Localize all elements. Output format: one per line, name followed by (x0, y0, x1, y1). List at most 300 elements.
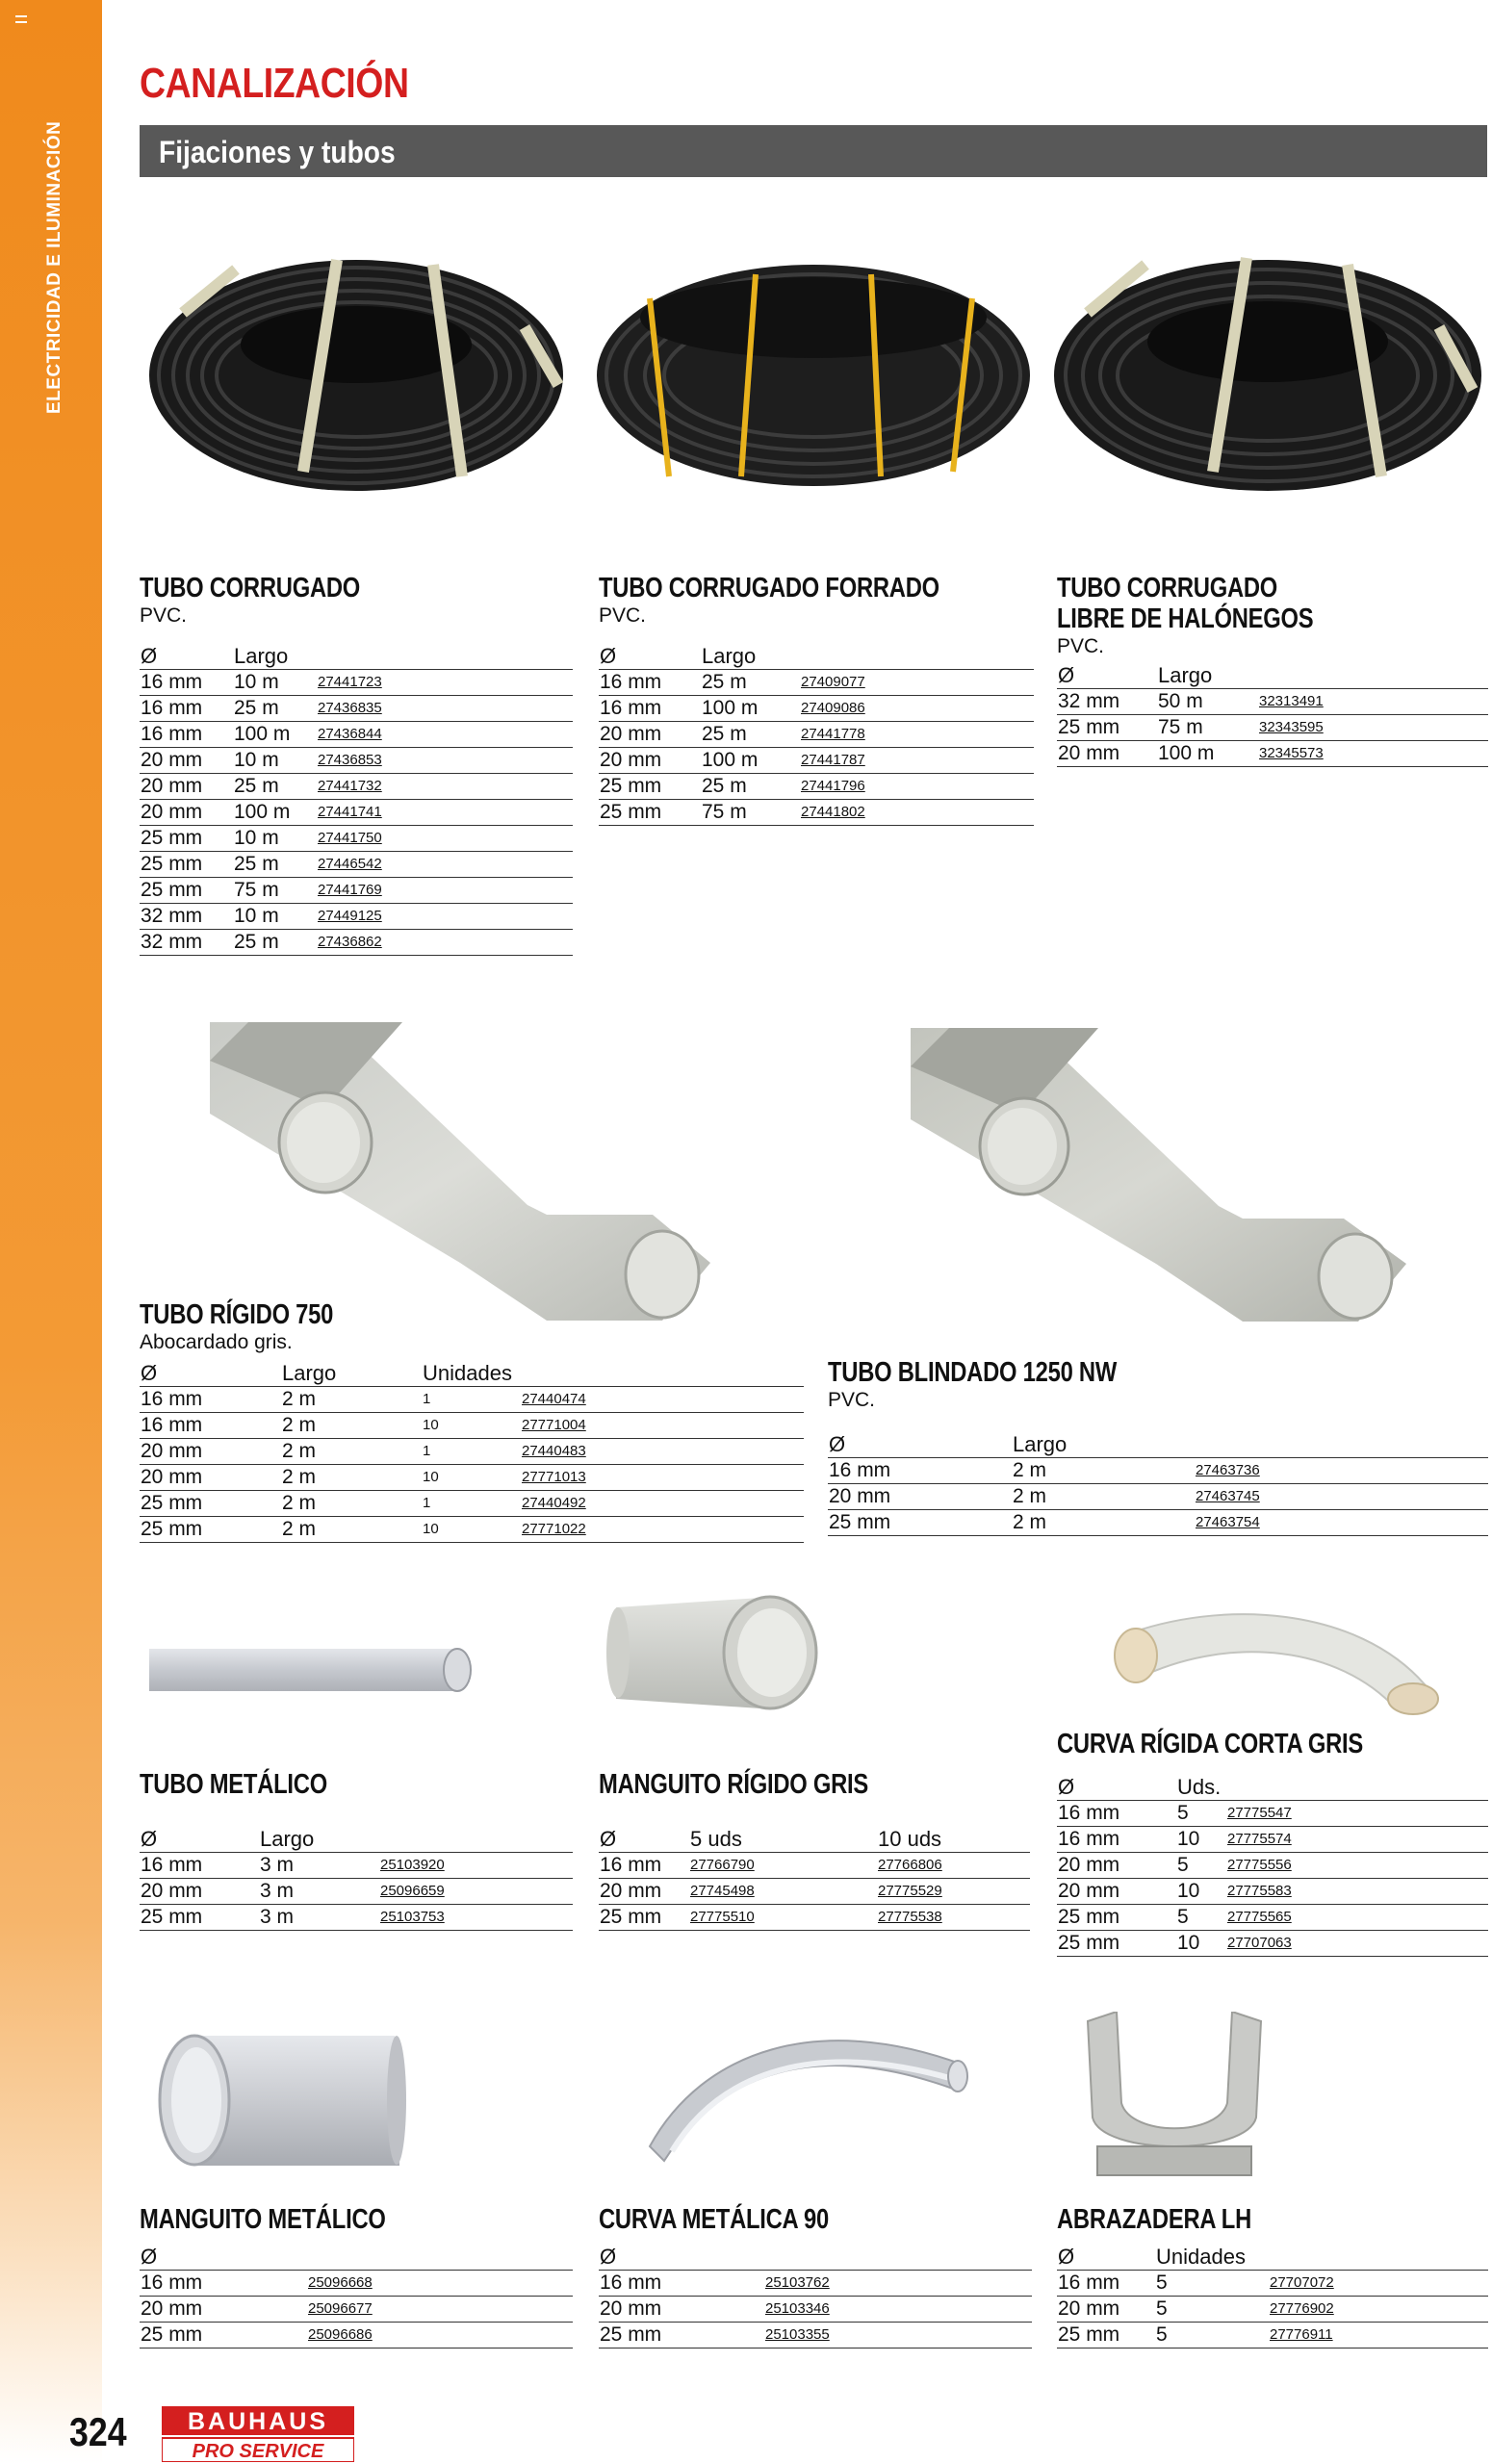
product-tubo-blindado (828, 1357, 1488, 1536)
col-10uds: 10 uds (878, 1823, 1030, 1852)
col-ref (801, 640, 1034, 669)
halogen-free-coil-image (1049, 231, 1487, 496)
ref-code-10-cell: 27775529 (878, 1878, 1030, 1904)
product-curva-rigida (1057, 1729, 1488, 1957)
product-subtitle: Abocardado gris. (140, 1331, 293, 1353)
table-row (1057, 714, 1488, 740)
table-row (1057, 1800, 1488, 1826)
diameter-cell: 25 mm (140, 1490, 282, 1516)
ref-code-cell: 27446542 (318, 851, 573, 877)
length-cell: 10 m (234, 903, 318, 929)
col-diameter: Ø (140, 1823, 260, 1852)
diameter-cell: 16 mm (1057, 2270, 1156, 2296)
lined-corrugated-coil-image (592, 231, 1035, 496)
spec-table (1057, 1771, 1488, 1957)
product-title: TUBO METÁLICO (140, 1769, 327, 1800)
diameter-cell: 25 mm (599, 773, 702, 799)
diameter-cell: 16 mm (140, 2270, 308, 2296)
product-title-line2: LIBRE DE HALÓNEGOS (1057, 603, 1314, 634)
table-row (140, 1412, 804, 1438)
ref-code-cell: 27771013 (522, 1464, 804, 1490)
diameter-cell: 32 mm (140, 929, 234, 955)
table-header-row (140, 1357, 804, 1386)
armored-tube-image (911, 1028, 1421, 1322)
diameter-cell: 16 mm (140, 669, 234, 695)
spec-table (599, 2241, 1032, 2348)
ref-code-cell: 25096659 (380, 1878, 573, 1904)
metal-sleeve-image (154, 2031, 419, 2170)
ref-code-cell: 27775556 (1227, 1852, 1488, 1878)
product-tubo-libre-halogenos (1057, 573, 1488, 767)
col-diameter: Ø (599, 640, 702, 669)
ref-code-cell: 27441732 (318, 773, 573, 799)
units-cell: 10 (423, 1464, 522, 1490)
col-diameter: Ø (1057, 2241, 1156, 2270)
col-largo: Largo (1013, 1428, 1196, 1457)
table-row (140, 1490, 804, 1516)
product-title-line1: TUBO CORRUGADO (1057, 573, 1278, 603)
ref-code-cell: 27775565 (1227, 1904, 1488, 1930)
col-ref (1259, 659, 1488, 688)
spec-table (1057, 659, 1488, 767)
ref-code-cell: 25096668 (308, 2270, 573, 2296)
table-row (1057, 2322, 1488, 2348)
ref-code-cell: 27441741 (318, 799, 573, 825)
col-diameter: Ø (599, 1823, 690, 1852)
ref-code-cell: 27441787 (801, 747, 1034, 773)
table-row (140, 2296, 573, 2322)
table-row (599, 747, 1034, 773)
table-row (140, 1464, 804, 1490)
sidebar-band (0, 0, 102, 2464)
diameter-cell: 20 mm (140, 1438, 282, 1464)
length-cell: 2 m (282, 1386, 423, 1412)
col-ref (1270, 2241, 1488, 2270)
table-header-row (1057, 659, 1488, 688)
diameter-cell: 25 mm (140, 825, 234, 851)
ref-code-cell: 27775574 (1227, 1826, 1488, 1852)
units-cell: 10 (1177, 1878, 1227, 1904)
length-cell: 100 m (702, 695, 801, 721)
diameter-cell: 20 mm (599, 2296, 765, 2322)
length-cell: 3 m (260, 1904, 380, 1930)
table-row (599, 721, 1034, 747)
table-row (140, 929, 573, 955)
ref-code-cell: 27775583 (1227, 1878, 1488, 1904)
col-largo: Largo (234, 640, 318, 669)
diameter-cell: 25 mm (599, 1904, 690, 1930)
col-largo: Largo (282, 1357, 423, 1386)
diameter-cell: 20 mm (599, 721, 702, 747)
section-header-bar (140, 125, 1487, 177)
units-cell: 5 (1177, 1852, 1227, 1878)
col-ref (1196, 1428, 1488, 1457)
diameter-cell: 25 mm (1057, 2322, 1156, 2348)
product-title: TUBO CORRUGADO (140, 573, 361, 603)
length-cell: 100 m (234, 721, 318, 747)
diameter-cell: 16 mm (1057, 1826, 1177, 1852)
length-cell: 2 m (282, 1464, 423, 1490)
length-cell: 2 m (1013, 1483, 1196, 1509)
table-row (140, 747, 573, 773)
spec-table (599, 640, 1034, 826)
table-row (828, 1457, 1488, 1483)
ref-code-cell: 25103346 (765, 2296, 1032, 2322)
length-cell: 75 m (234, 877, 318, 903)
ref-code-cell: 27441723 (318, 669, 573, 695)
col-diameter: Ø (1057, 1771, 1177, 1800)
table-row (1057, 1852, 1488, 1878)
spec-table (140, 640, 573, 956)
diameter-cell: 25 mm (140, 1516, 282, 1542)
length-cell: 50 m (1158, 688, 1259, 714)
ref-code-cell: 27707063 (1227, 1930, 1488, 1956)
diameter-cell: 16 mm (140, 721, 234, 747)
diameter-cell: 25 mm (1057, 714, 1158, 740)
col-diameter: Ø (828, 1428, 1013, 1457)
ref-code-cell: 25096677 (308, 2296, 573, 2322)
diameter-cell: 20 mm (828, 1483, 1013, 1509)
ref-code-cell: 27776902 (1270, 2296, 1488, 2322)
metal-curve-image (626, 2012, 991, 2166)
col-ref (765, 2241, 1032, 2270)
table-row (140, 1516, 804, 1542)
product-tubo-rigido (140, 1299, 804, 1543)
ref-code-cell: 27440474 (522, 1386, 804, 1412)
diameter-cell: 16 mm (140, 1852, 260, 1878)
table-header-row (599, 1823, 1030, 1852)
col-ref (1227, 1771, 1488, 1800)
ref-code-cell: 32313491 (1259, 688, 1488, 714)
ref-code-cell: 27436862 (318, 929, 573, 955)
diameter-cell: 20 mm (140, 1464, 282, 1490)
diameter-cell: 25 mm (140, 877, 234, 903)
table-header-row (140, 1823, 573, 1852)
diameter-cell: 20 mm (140, 773, 234, 799)
col-diameter: Ø (140, 1357, 282, 1386)
product-title: MANGUITO METÁLICO (140, 2204, 386, 2235)
ref-code-cell: 27771022 (522, 1516, 804, 1542)
table-row (140, 1438, 804, 1464)
ref-code-5-cell: 27775510 (690, 1904, 878, 1930)
table-row (140, 1852, 573, 1878)
product-subtitle: PVC. (1057, 635, 1105, 657)
product-manguito-rigido (599, 1769, 1030, 1931)
table-header-row (1057, 2241, 1488, 2270)
ref-code-cell: 32343595 (1259, 714, 1488, 740)
logo-bottom-text: PRO SERVICE (192, 2441, 324, 2462)
ref-code-cell: 27409086 (801, 695, 1034, 721)
length-cell: 2 m (282, 1412, 423, 1438)
col-ref (308, 2241, 573, 2270)
ref-code-cell: 32345573 (1259, 740, 1488, 766)
product-title: CURVA RÍGIDA CORTA GRIS (1057, 1729, 1364, 1759)
product-subtitle: PVC. (828, 1389, 876, 1411)
table-row (828, 1483, 1488, 1509)
ref-code-5-cell: 27766790 (690, 1852, 878, 1878)
diameter-cell: 32 mm (140, 903, 234, 929)
table-row (140, 695, 573, 721)
length-cell: 25 m (702, 721, 801, 747)
product-tubo-corrugado (140, 573, 573, 956)
diameter-cell: 16 mm (1057, 1800, 1177, 1826)
diameter-cell: 20 mm (1057, 2296, 1156, 2322)
spec-table (828, 1428, 1488, 1536)
units-cell: 10 (423, 1516, 522, 1542)
col-diameter: Ø (599, 2241, 765, 2270)
diameter-cell: 16 mm (140, 1386, 282, 1412)
ref-code-cell: 25103762 (765, 2270, 1032, 2296)
product-title: MANGUITO RÍGIDO GRIS (599, 1769, 869, 1800)
rigid-sleeve-image (606, 1593, 818, 1713)
product-title: TUBO CORRUGADO FORRADO (599, 573, 939, 603)
length-cell: 2 m (1013, 1457, 1196, 1483)
units-cell: 1 (423, 1386, 522, 1412)
table-row (1057, 740, 1488, 766)
ref-code-cell: 27449125 (318, 903, 573, 929)
table-header-row (1057, 1771, 1488, 1800)
ref-code-cell: 25096686 (308, 2322, 573, 2348)
ref-code-5-cell: 27745498 (690, 1878, 878, 1904)
length-cell: 10 m (234, 825, 318, 851)
ref-code-cell: 27463736 (1196, 1457, 1488, 1483)
table-row (140, 851, 573, 877)
ref-code-cell: 27463754 (1196, 1509, 1488, 1535)
rigid-curve-image (1107, 1598, 1449, 1723)
table-row (599, 695, 1034, 721)
product-subtitle: PVC. (599, 604, 647, 627)
col-diameter: Ø (1057, 659, 1158, 688)
table-row (828, 1509, 1488, 1535)
ref-code-cell: 27771004 (522, 1412, 804, 1438)
table-header-row (599, 640, 1034, 669)
ref-code-10-cell: 27775538 (878, 1904, 1030, 1930)
col-unidades: Unidades (423, 1357, 522, 1386)
ref-code-cell: 27436844 (318, 721, 573, 747)
table-row (599, 2270, 1032, 2296)
ref-code-cell: 27441778 (801, 721, 1034, 747)
ref-code-cell: 27440483 (522, 1438, 804, 1464)
diameter-cell: 25 mm (140, 1904, 260, 1930)
diameter-cell: 25 mm (828, 1509, 1013, 1535)
length-cell: 25 m (234, 695, 318, 721)
section-title: Fijaciones y tubos (159, 135, 396, 169)
length-cell: 100 m (702, 747, 801, 773)
col-diameter: Ø (140, 640, 234, 669)
table-row (599, 773, 1034, 799)
spec-table (140, 2241, 573, 2348)
product-title: ABRAZADERA LH (1057, 2204, 1252, 2235)
logo-top-text: BAUHAUS (188, 2408, 328, 2435)
table-row (599, 1904, 1030, 1930)
col-uds: Uds. (1177, 1771, 1227, 1800)
diameter-cell: 20 mm (599, 1878, 690, 1904)
length-cell: 3 m (260, 1878, 380, 1904)
table-row (140, 2322, 573, 2348)
units-cell: 5 (1156, 2322, 1270, 2348)
units-cell: 10 (1177, 1930, 1227, 1956)
table-row (599, 2296, 1032, 2322)
diameter-cell: 25 mm (140, 851, 234, 877)
ref-code-cell: 27441769 (318, 877, 573, 903)
length-cell: 25 m (234, 929, 318, 955)
table-row (140, 1904, 573, 1930)
table-row (140, 1878, 573, 1904)
table-row (140, 799, 573, 825)
corrugated-coil-image (144, 231, 568, 496)
ref-code-cell: 25103753 (380, 1904, 573, 1930)
diameter-cell: 20 mm (140, 747, 234, 773)
table-row (599, 799, 1034, 825)
diameter-cell: 25 mm (1057, 1904, 1177, 1930)
table-row (1057, 1904, 1488, 1930)
table-row (1057, 2296, 1488, 2322)
product-tubo-metalico (140, 1769, 573, 1931)
diameter-cell: 20 mm (140, 799, 234, 825)
table-header-row (140, 2241, 573, 2270)
table-row (140, 721, 573, 747)
ref-code-cell: 27441796 (801, 773, 1034, 799)
diameter-cell: 16 mm (599, 669, 702, 695)
diameter-cell: 20 mm (599, 747, 702, 773)
length-cell: 25 m (234, 851, 318, 877)
diameter-cell: 20 mm (140, 1878, 260, 1904)
length-cell: 2 m (282, 1516, 423, 1542)
ref-code-cell: 27707072 (1270, 2270, 1488, 2296)
clamp-image (1078, 2012, 1271, 2180)
table-row (1057, 1930, 1488, 1956)
bauhaus-pro-service-logo (162, 2406, 354, 2462)
col-largo: Largo (702, 640, 801, 669)
length-cell: 10 m (234, 669, 318, 695)
menu-icon (15, 15, 27, 23)
diameter-cell: 25 mm (599, 799, 702, 825)
units-cell: 10 (1177, 1826, 1227, 1852)
table-row (140, 669, 573, 695)
table-row (140, 825, 573, 851)
length-cell: 25 m (702, 669, 801, 695)
table-row (140, 2270, 573, 2296)
product-title: TUBO BLINDADO 1250 NW (828, 1357, 1118, 1388)
diameter-cell: 25 mm (1057, 1930, 1177, 1956)
diameter-cell: 32 mm (1057, 688, 1158, 714)
rigid-tube-image (210, 1022, 730, 1321)
table-header-row (828, 1428, 1488, 1457)
length-cell: 2 m (1013, 1509, 1196, 1535)
table-row (599, 1878, 1030, 1904)
table-row (140, 1386, 804, 1412)
table-row (140, 903, 573, 929)
ref-code-10-cell: 27766806 (878, 1852, 1030, 1878)
diameter-cell: 25 mm (140, 2322, 308, 2348)
product-title: TUBO RÍGIDO 750 (140, 1299, 334, 1330)
ref-code-cell: 27441802 (801, 799, 1034, 825)
product-tubo-corrugado-forrado (599, 573, 1034, 826)
length-cell: 25 m (702, 773, 801, 799)
table-row (1057, 1826, 1488, 1852)
diameter-cell: 20 mm (140, 2296, 308, 2322)
table-row (1057, 2270, 1488, 2296)
diameter-cell: 20 mm (1057, 740, 1158, 766)
table-row (1057, 1878, 1488, 1904)
col-5uds: 5 uds (690, 1823, 878, 1852)
length-cell: 3 m (260, 1852, 380, 1878)
spec-table (1057, 2241, 1488, 2348)
product-abrazadera (1057, 2204, 1488, 2348)
table-row (140, 877, 573, 903)
col-largo: Largo (1158, 659, 1259, 688)
units-cell: 1 (423, 1438, 522, 1464)
col-diameter: Ø (140, 2241, 308, 2270)
length-cell: 10 m (234, 747, 318, 773)
ref-code-cell: 27440492 (522, 1490, 804, 1516)
col-ref (522, 1357, 804, 1386)
length-cell: 75 m (1158, 714, 1259, 740)
ref-code-cell: 27463745 (1196, 1483, 1488, 1509)
length-cell: 2 m (282, 1490, 423, 1516)
diameter-cell: 20 mm (1057, 1852, 1177, 1878)
diameter-cell: 25 mm (599, 2322, 765, 2348)
diameter-cell: 16 mm (599, 695, 702, 721)
table-header-row (599, 2241, 1032, 2270)
ref-code-cell: 27776911 (1270, 2322, 1488, 2348)
col-unidades: Unidades (1156, 2241, 1270, 2270)
product-manguito-metalico (140, 2204, 573, 2348)
ref-code-cell: 27775547 (1227, 1800, 1488, 1826)
ref-code-cell: 27436853 (318, 747, 573, 773)
ref-code-cell: 25103920 (380, 1852, 573, 1878)
table-row (599, 1852, 1030, 1878)
table-row (140, 773, 573, 799)
product-title: CURVA METÁLICA 90 (599, 2204, 829, 2235)
ref-code-cell: 27436835 (318, 695, 573, 721)
ref-code-cell: 27409077 (801, 669, 1034, 695)
page-number: 324 (69, 2409, 127, 2454)
units-cell: 5 (1156, 2296, 1270, 2322)
diameter-cell: 16 mm (140, 695, 234, 721)
length-cell: 2 m (282, 1438, 423, 1464)
diameter-cell: 20 mm (1057, 1878, 1177, 1904)
ref-code-cell: 27441750 (318, 825, 573, 851)
units-cell: 5 (1177, 1904, 1227, 1930)
diameter-cell: 16 mm (599, 1852, 690, 1878)
spec-table (140, 1357, 804, 1543)
spec-table (599, 1823, 1030, 1931)
diameter-cell: 16 mm (828, 1457, 1013, 1483)
page-title: CANALIZACIÓN (140, 60, 409, 107)
table-header-row (140, 640, 573, 669)
units-cell: 10 (423, 1412, 522, 1438)
units-cell: 1 (423, 1490, 522, 1516)
col-ref (318, 640, 573, 669)
col-ref (380, 1823, 573, 1852)
diameter-cell: 16 mm (140, 1412, 282, 1438)
product-curva-metalica (599, 2204, 1032, 2348)
table-row (599, 669, 1034, 695)
length-cell: 75 m (702, 799, 801, 825)
product-subtitle: PVC. (140, 604, 188, 627)
metal-tube-image (149, 1641, 476, 1699)
length-cell: 100 m (1158, 740, 1259, 766)
units-cell: 5 (1177, 1800, 1227, 1826)
length-cell: 100 m (234, 799, 318, 825)
sidebar-category-label: ELECTRICIDAD E ILUMINACIÓN (44, 120, 64, 414)
ref-code-cell: 25103355 (765, 2322, 1032, 2348)
table-row (599, 2322, 1032, 2348)
diameter-cell: 16 mm (599, 2270, 765, 2296)
table-row (1057, 688, 1488, 714)
col-largo: Largo (260, 1823, 380, 1852)
